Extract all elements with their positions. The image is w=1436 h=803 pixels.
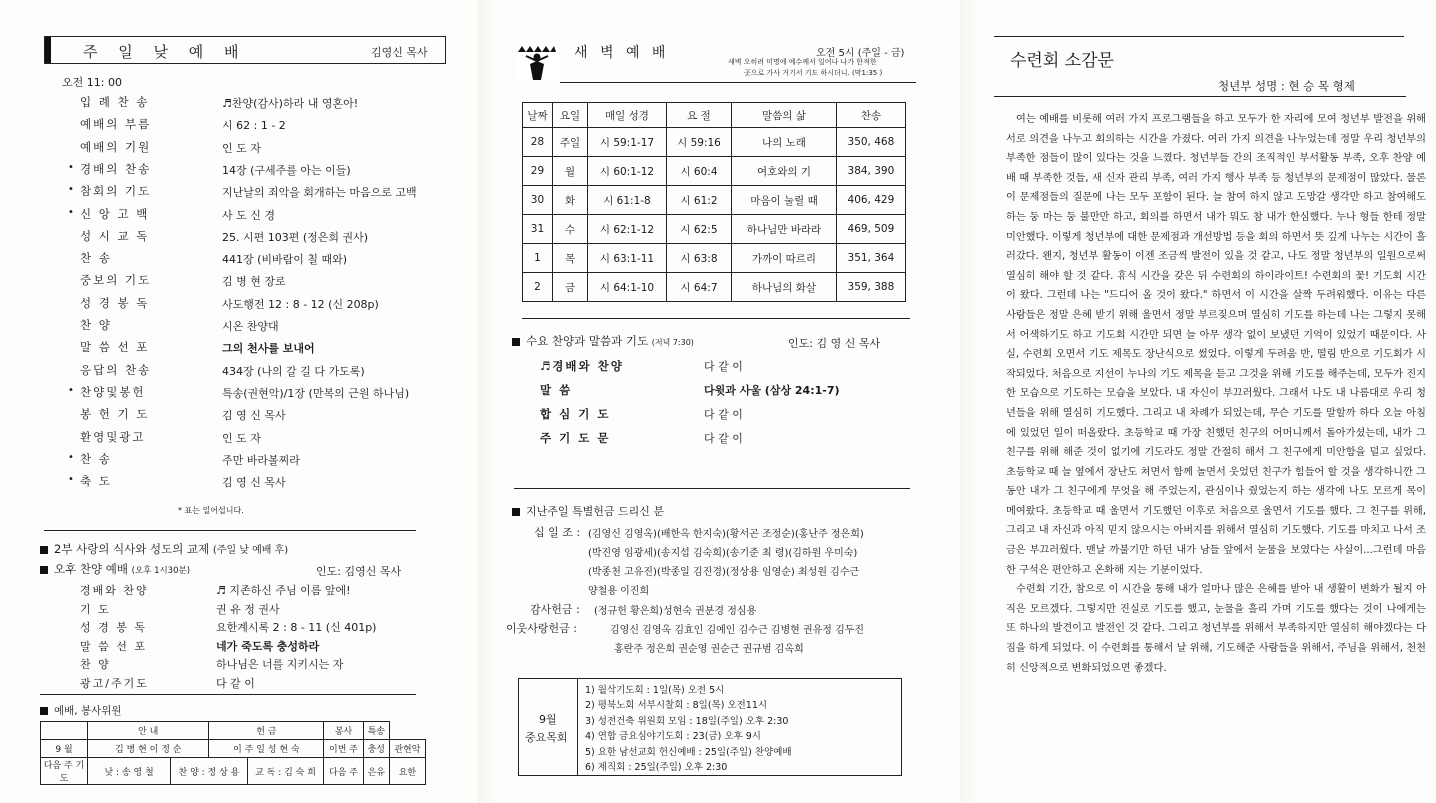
wednesday-heading bbox=[512, 333, 694, 349]
order-value: 하나님은 너를 지키시는 자 bbox=[216, 658, 344, 671]
order-label: 찬 양 bbox=[80, 318, 112, 332]
staff-row bbox=[41, 740, 426, 758]
neighbor-label: 이웃사랑헌금 : bbox=[506, 622, 577, 635]
dawn-row bbox=[523, 215, 906, 244]
essay-paragraph: 여는 예배를 비롯해 여러 가지 프로그램들을 하고 모두가 한 자리에 모여 청년부 발전을 위해 서로 의견을 나누고 회의하는 시간을 가졌다. 여러 가지 의견을 나누었는데 정말 우리 청년부의 부족한 점들이 많이 있다는 것을 느꼈다. 청년부들 간의 조직적인 부서활동 부족, 오후 찬양 예배 때 부족한 것들, 새 신자 관리 부족, 여러 가지 행사 부족 등 청년부의 문제점이 많았다. 물론 이 문제점들의 질문에 나는 모두 포함이 된다. 늘 참여 하지 않고 도망갈 생각만 하고 참여해도 하는 둥 마는 둥 불만만 하고, 회의를 하면서 내가 뭐도 참 내가 한심했다. 누나 형들 한테 정말 미안했다. 이렇게 청년부에 대한 문제점과 개선방법 등을 회의 하면서 뜻 깊게 나누는 시간이 흘러갔다. 왠지, 청년부 활동이 이젠 조금씩 발전이 있을 것 같고, 나도 정말 청년부의 일원으로써 열심히 해야 할 것 같다. 휴식 시간을 갖은 뒤 수련회의 하이라이트! 수련회의 꽃! 기도회 시간이 왔다. 그런데 나는 "드디어 올 것이 왔다." 하면서 이 시간을 살짝 두려워했다. 이유는 다른 사람들은 정말 은혜 받기 위해 울면서 정말 부르짖으며 열심히 기도를 하는데 나는 그렇지 못해서 어색하기도 하고 기도회 시간만 되면 늘 아무 생각 없이 보냈던 기억이 있었기 때문이다. 사실, 수련회 오면서 기도 제목도 장난식으로 썼었다. 이렇게 두려움 반, 떨림 반으로 기도회가 시작되었다. 처음으로 지선이 누나의 기도 제목을 듣고 그것을 위해 기도를 해주는데, 모두가 진지한 모습으로 기도하는 모습을 보았다. 내 자신이 부끄러웠다. 그래서 나도 내 나름대로 우리 청년들을 위해 열심히 기도했다. 그리고 내 차례가 되었는데, 무슨 기도를 말할까 하다 오늘 아침에 있었던 일이 떠올랐다. 초등학교 때 가장 친했던 친구의 어머니께서 돌아가셨는데, 내가 그 친구를 위해 해준 것이 없기에 기도라도 정말 간절히 해서 그 친구에게 미안함을 덜고 싶었다. 초등학교 때 늘 옆에서 장난도 쳐면서 함께 놀면서 웃었던 친구가 힘들어 할 것을 생각하니깐 그 동안 내가 그 친구에게 무엇을 해 주었는지, 관심이나 줬었는지 하는 생각에 나도 모르게 목이 메여왔다. 초등학교 때 울면서 기도했던 이후로 처음으로 울면서 기도를 했다. 그 친구를 위해, 그리고 내 자신과 아직 믿지 않으시는 아버지를 위해서 열심히 기도했다. 기도를 마치고 나서 조금은 부끄러웠다. 맨날 까불기만 하던 내가 남들 앞에서 눈물을 보였다는 사실이...그런데 마음 한 구석은 편안하고 온화해 지는 기분이었다. bbox=[1006, 114, 1426, 576]
staff-cell: 9 월 bbox=[41, 740, 88, 758]
part2-heading bbox=[40, 541, 288, 557]
tithe-label: 십 일 조 : bbox=[534, 526, 581, 539]
order-label: 말 씀 bbox=[540, 383, 573, 397]
divider bbox=[522, 318, 910, 319]
dawn-cell: 화 bbox=[552, 186, 587, 215]
square-bullet-icon bbox=[40, 707, 48, 715]
order-label: 중보의 기도 bbox=[80, 273, 152, 288]
schedule-item: 1) 월삭기도회 : 1일(목) 오전 5시 bbox=[585, 685, 725, 696]
order-label: 찬 양 bbox=[80, 658, 111, 671]
dawn-verse-2: 곳으로 가사 거기서 기도 하시더니. (막1:35 ) bbox=[744, 69, 883, 77]
stand-note: * 표는 일어섭니다. bbox=[178, 506, 244, 515]
dawn-cell: 주일 bbox=[552, 128, 587, 157]
afternoon-heading bbox=[40, 561, 190, 577]
dawn-cell: 금 bbox=[552, 273, 587, 302]
dawn-cell: 359, 388 bbox=[836, 273, 905, 302]
schedule-label-cell bbox=[519, 679, 578, 775]
title-bar bbox=[45, 37, 51, 63]
staff-header-row bbox=[41, 722, 426, 740]
dawn-cell: 350, 468 bbox=[836, 128, 905, 157]
dawn-cell: 시 61:2 bbox=[666, 186, 731, 215]
dawn-cell: 여호와의 기 bbox=[732, 157, 837, 186]
offering-title: 지난주일 특별헌금 드리신 분 bbox=[526, 505, 665, 518]
order-value: 권 유 정 권사 bbox=[216, 602, 280, 616]
dawn-cell: 384, 390 bbox=[836, 157, 905, 186]
order-label: 광고/주기도 bbox=[80, 676, 149, 690]
order-label: 입 례 찬 송 bbox=[80, 95, 150, 109]
staff-header: 안 내 bbox=[88, 722, 209, 740]
bullet-mark: • bbox=[68, 184, 74, 196]
bullet-mark: • bbox=[68, 161, 74, 173]
order-label: 성 경 봉 독 bbox=[80, 295, 150, 310]
dawn-cell: 시 64:7 bbox=[666, 273, 731, 302]
order-label: 봉 헌 기 도 bbox=[80, 407, 150, 422]
dawn-cell: 시 63:1-11 bbox=[588, 244, 667, 273]
dawn-row bbox=[523, 157, 906, 186]
staff-header: 특송 bbox=[363, 722, 389, 740]
tithe-line: (김영신 김영옥)(배한옥 한지숙)(황서곤 조정순)(홍난주 정은희) bbox=[588, 529, 864, 540]
staff-cell: 다음 주 bbox=[324, 758, 364, 785]
order-label: 찬양및봉헌 bbox=[80, 384, 146, 399]
bullet-mark: • bbox=[68, 474, 74, 486]
dawn-cell: 월 bbox=[552, 157, 587, 186]
schedule-item: 3) 성전건축 위원회 모임 : 18일(주일) 오후 2:30 bbox=[585, 715, 789, 727]
staff-cell: 이번 주 bbox=[324, 740, 364, 758]
staff-cell: 낮 : 송 영 철 bbox=[88, 758, 171, 785]
square-bullet-icon bbox=[512, 338, 520, 346]
dawn-cell: 469, 509 bbox=[836, 215, 905, 244]
square-bullet-icon bbox=[40, 566, 48, 574]
dawn-header: 말씀의 삶 bbox=[732, 103, 837, 128]
staff-header: 헌 금 bbox=[209, 722, 324, 740]
staff-cell: 충성 bbox=[363, 740, 389, 758]
order-value: 김 병 현 장로 bbox=[222, 275, 286, 289]
wednesday-time: (저녁 7:30) bbox=[651, 338, 694, 347]
order-label: 주 기 도 문 bbox=[540, 431, 611, 445]
part2-title: 2부 사랑의 식사와 성도의 교제 bbox=[54, 542, 210, 556]
sunday-time: 오전 11: 00 bbox=[62, 76, 122, 89]
divider bbox=[514, 488, 910, 489]
order-value: 다 같 이 bbox=[216, 676, 255, 690]
tithe-line: 양철용 이진희 bbox=[588, 586, 650, 597]
dawn-time: 오전 5시 (주일 - 금) bbox=[816, 48, 905, 59]
dawn-row bbox=[523, 273, 906, 302]
afternoon-title: 오후 찬양 예배 bbox=[54, 562, 128, 576]
order-value: 시 62 : 1 - 2 bbox=[222, 119, 286, 133]
dawn-cell: 시 59:16 bbox=[666, 128, 731, 157]
dawn-row bbox=[523, 244, 906, 273]
sunday-title: 주 일 낮 예 배 bbox=[83, 43, 247, 61]
dawn-cell: 29 bbox=[523, 157, 553, 186]
order-label: 경배의 찬송 bbox=[80, 161, 152, 176]
order-label: 경배와 찬양 bbox=[80, 584, 149, 597]
schedule-item: 5) 요한 남선교회 헌신예배 : 25일(주일) 찬양예배 bbox=[585, 746, 792, 758]
order-label: 성 시 교 독 bbox=[80, 228, 150, 243]
dawn-cell: 시 59:1-17 bbox=[588, 128, 667, 157]
staff-cell: 이 주 일 성 현 숙 bbox=[209, 740, 324, 758]
bullet-mark: • bbox=[68, 206, 74, 218]
essay-paragraph: 수련회 기간, 참으로 이 시간을 통해 내가 얼마나 많은 은혜를 받아 내 생활이 변화가 될지 아직은 모르겠다. 그렇지만 진실로 기도를 했고, 눈물을 흘리 가며 기도를 했다는 것이 나에게는 또 하나의 발견이고 발전인 것 같다. 그리고 청년부를 위해서 부족하지만 열심히 해야겠다는 다짐을 하게 되었다. 이 수련회를 통해서 날 위해, 기도해준 사람들을 위해서, 주님을 위해서, 천천히 신앙적으로 변화되었으면 좋겠다. bbox=[1006, 584, 1426, 674]
schedule-item: 6) 제직회 : 25일(주일) 오후 2:30 bbox=[585, 762, 728, 773]
order-value: ♬찬양(감사)하라 내 영혼아! bbox=[222, 97, 359, 110]
order-value: 25. 시편 103편 (정은희 권사) bbox=[222, 230, 369, 244]
order-value: 434장 (나의 갈 길 다 가도록) bbox=[222, 364, 365, 378]
dawn-cell: 시 60:4 bbox=[666, 157, 731, 186]
order-label: 기 도 bbox=[80, 602, 111, 616]
order-label: 찬 송 bbox=[80, 451, 112, 466]
essay-column bbox=[990, 0, 1436, 803]
schedule-box bbox=[518, 678, 902, 776]
dawn-cell: 목 bbox=[552, 244, 587, 273]
square-bullet-icon bbox=[40, 546, 48, 554]
afternoon-leader: 인도: 김영신 목사 bbox=[316, 565, 402, 578]
fold-shade bbox=[960, 0, 978, 803]
divider bbox=[994, 96, 1406, 97]
dawn-cell: 하나님만 바라라 bbox=[732, 215, 837, 244]
order-value: 다윗과 사울 (삼상 24:1-7) bbox=[704, 384, 840, 397]
dawn-cell: 하나님의 화살 bbox=[732, 273, 837, 302]
neighbor-line: 홍란주 정은희 권순영 권순근 권규범 김옥희 bbox=[614, 644, 804, 655]
part2-sub: (주일 낮 예배 후) bbox=[212, 545, 289, 556]
order-value: 사도행전 12 : 8 - 12 (신 208p) bbox=[222, 297, 379, 311]
dawn-cell: 마음이 눌릴 때 bbox=[732, 186, 837, 215]
essay-byline: 청년부 성명 : 현 승 목 형제 bbox=[1218, 79, 1355, 93]
order-value: 네가 죽도록 충성하라 bbox=[216, 639, 320, 653]
staff-cell: 은유 bbox=[363, 758, 389, 785]
tithe-line: (박진영 임광세)(송지섭 김숙희)(송기준 최 령)(김하원 우미숙) bbox=[588, 548, 858, 559]
order-label: 환영및광고 bbox=[80, 429, 146, 444]
schedule-label: 중요목회 bbox=[525, 731, 568, 744]
order-value: 다 같 이 bbox=[704, 360, 743, 373]
neighbor-line: 김영신 김영옥 김효인 김예인 김수근 김병현 권유정 김두진 bbox=[610, 625, 865, 636]
divider bbox=[994, 36, 1404, 37]
offering-heading bbox=[512, 503, 664, 519]
dawn-header: 요 절 bbox=[666, 103, 731, 128]
dawn-cell: 나의 노래 bbox=[732, 128, 837, 157]
dawn-cell: 시 60:1-12 bbox=[588, 157, 667, 186]
staff-row bbox=[41, 758, 426, 785]
staff-table bbox=[40, 721, 426, 785]
dawn-cell: 30 bbox=[523, 186, 553, 215]
order-value: 인 도 자 bbox=[222, 141, 261, 155]
order-value: 요한계시록 2 : 8 - 11 (신 401p) bbox=[216, 621, 377, 634]
dawn-title: 새 벽 예 배 bbox=[574, 45, 670, 61]
dawn-cell: 시 63:8 bbox=[666, 244, 731, 273]
dawn-cell: 시 62:5 bbox=[666, 215, 731, 244]
staff-cell: 요한 bbox=[389, 758, 425, 785]
dawn-cell: 수 bbox=[552, 215, 587, 244]
dawn-row bbox=[523, 128, 906, 157]
divider bbox=[560, 82, 916, 83]
wednesday-leader: 인도: 김 영 신 목사 bbox=[788, 337, 881, 350]
dawn-header: 매일 성경 bbox=[588, 103, 667, 128]
order-value: 김 영 신 목사 bbox=[222, 409, 286, 423]
order-value: 441장 (비바람이 칠 때와) bbox=[222, 253, 348, 267]
order-value: 지난날의 죄악을 회개하는 마음으로 고백 bbox=[222, 186, 417, 200]
order-label: 응답의 찬송 bbox=[80, 362, 152, 377]
dawn-verse-1: 새벽 오히려 미명에 예수께서 일어나 나가 한적한 bbox=[728, 58, 877, 66]
bullet-mark: • bbox=[68, 384, 74, 396]
staff-cell: 찬 양 : 정 상 용 bbox=[171, 758, 248, 785]
dawn-cell: 시 64:1-10 bbox=[588, 273, 667, 302]
dawn-row bbox=[523, 186, 906, 215]
order-label: 참회의 기도 bbox=[80, 184, 152, 199]
order-label: ♬경배와 찬양 bbox=[540, 359, 624, 373]
square-bullet-icon bbox=[512, 508, 520, 516]
middle-column bbox=[496, 0, 936, 803]
essay-title: 수련회 소감문 bbox=[1010, 51, 1114, 71]
order-value: 14장 (구세주를 아는 이들) bbox=[222, 163, 351, 177]
praying-figure-icon bbox=[516, 42, 558, 82]
staff-cell: 다음 주 기도 bbox=[41, 758, 88, 785]
order-value: 사 도 신 경 bbox=[222, 208, 275, 222]
dawn-cell: 시 62:1-12 bbox=[588, 215, 667, 244]
order-value: 다 같 이 bbox=[704, 408, 743, 421]
order-label: 합 심 기 도 bbox=[540, 407, 611, 421]
order-label: 성 경 봉 독 bbox=[80, 621, 147, 634]
order-value: 특송(권현악)/1장 (만복의 근원 하나님) bbox=[222, 386, 410, 400]
thanks-names: (정규헌 황은희)성현숙 권분경 정심용 bbox=[594, 606, 757, 617]
order-value: 그의 천사를 보내어 bbox=[222, 342, 315, 356]
staff-header: 봉사 bbox=[324, 722, 364, 740]
dawn-reading-table bbox=[522, 102, 906, 302]
sunday-pastor: 김영신 목사 bbox=[371, 46, 428, 59]
dawn-body bbox=[523, 128, 906, 302]
staff-title: 예배, 봉사위원 bbox=[54, 705, 122, 717]
order-value: 인 도 자 bbox=[222, 431, 261, 445]
dawn-header: 날짜 bbox=[523, 103, 553, 128]
dawn-cell: 31 bbox=[523, 215, 553, 244]
order-label: 찬 송 bbox=[80, 251, 112, 266]
staff-cell: 관현악 bbox=[389, 740, 425, 758]
dawn-cell: 가까이 따르리 bbox=[732, 244, 837, 273]
schedule-item: 4) 연합 금요심야기도회 : 23(금) 오후 9시 bbox=[585, 731, 761, 743]
order-label: 축 도 bbox=[80, 474, 112, 489]
staff-heading bbox=[40, 703, 122, 718]
staff-cell: 김 병 현 이 정 순 bbox=[88, 740, 209, 758]
wednesday-title: 수요 찬양과 말씀과 기도 bbox=[526, 334, 649, 348]
tithe-line: (박종천 고유진)(박종일 김진경)(정상용 임영순) 최성원 김수근 bbox=[588, 567, 860, 578]
order-value: 주만 바라볼찌라 bbox=[222, 453, 300, 467]
schedule-item: 2) 평북노회 서부시찰회 : 8일(목) 오전11시 bbox=[585, 700, 768, 712]
dawn-cell: 406, 429 bbox=[836, 186, 905, 215]
schedule-month: 9월 bbox=[539, 713, 557, 726]
afternoon-time: (오후 1시30분) bbox=[131, 566, 191, 576]
divider bbox=[40, 694, 416, 695]
dawn-cell: 351, 364 bbox=[836, 244, 905, 273]
staff-header bbox=[41, 722, 88, 740]
order-label: 말 씀 선 포 bbox=[80, 340, 150, 355]
sunday-title-box bbox=[44, 36, 446, 64]
order-label: 예배의 기원 bbox=[80, 139, 152, 154]
order-value: 시온 찬양대 bbox=[222, 320, 279, 333]
dawn-cell: 1 bbox=[523, 244, 553, 273]
staff-cell: 교 독 : 김 숙 희 bbox=[247, 758, 324, 785]
sunday-column bbox=[0, 0, 470, 803]
fold-shade bbox=[478, 0, 496, 803]
order-value: ♬ 지존하신 주님 이름 앞에! bbox=[216, 584, 351, 597]
order-label: 말 씀 선 포 bbox=[80, 639, 147, 653]
divider bbox=[44, 530, 416, 531]
dawn-header: 요일 bbox=[552, 103, 587, 128]
bullet-mark: • bbox=[68, 451, 74, 463]
dawn-cell: 2 bbox=[523, 273, 553, 302]
dawn-header-row bbox=[523, 103, 906, 128]
order-label: 예배의 부름 bbox=[80, 117, 152, 132]
order-value: 김 영 신 목사 bbox=[222, 476, 286, 490]
dawn-cell: 28 bbox=[523, 128, 553, 157]
essay-body bbox=[1006, 110, 1426, 678]
dawn-cell: 시 61:1-8 bbox=[588, 186, 667, 215]
order-label: 신 앙 고 백 bbox=[80, 206, 150, 221]
order-value: 다 같 이 bbox=[704, 432, 743, 445]
dawn-header: 찬송 bbox=[836, 103, 905, 128]
thanks-label: 감사헌금 : bbox=[530, 603, 580, 616]
